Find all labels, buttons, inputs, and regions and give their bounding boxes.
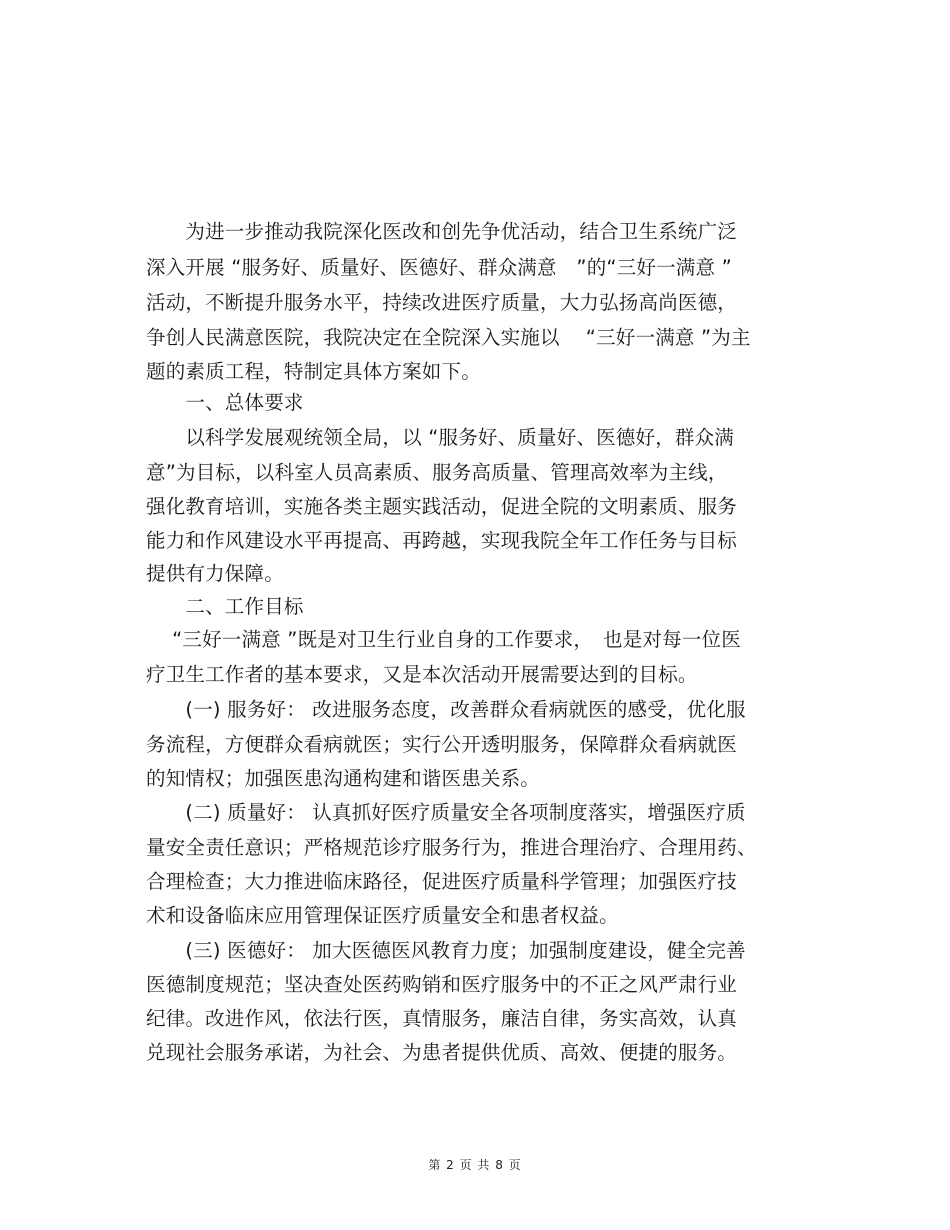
text-line: 以科学发展观统领全局，以 “服务好、质量好、医德好，群众满 (146, 426, 735, 449)
text-line: 提供有力保障。 (146, 562, 284, 585)
section-heading: 一、总体要求 (146, 391, 304, 414)
section-heading: 二、工作目标 (146, 595, 304, 618)
text-line: 纪律。改进作风，依法行医，真情服务，廉洁自律，务实高效，认真 (146, 1007, 738, 1030)
text-line: 术和设备临床应用管理保证医疗质量安全和患者权益。 (146, 904, 619, 927)
page-number-footer: 第 2 页 共 8 页 (428, 1158, 522, 1172)
text-line: 为进一步推动我院深化医改和创先争优活动，结合卫生系统广泛 (146, 220, 738, 243)
text-line: 能力和作风建设水平再提高、再跨越，实现我院全年工作任务与目标 (146, 529, 738, 552)
text-line: (三) 医德好： 加大医德医风教育力度；加强制度建设，健全完善 (146, 939, 746, 962)
text-line: 的知情权；加强医患沟通构建和谐医患关系。 (146, 767, 541, 790)
text-line: 量安全责任意识；严格规范诊疗服务行为，推进合理治疗、合理用药、 (146, 836, 757, 859)
text-line: 争创人民满意医院，我院决定在全院深入实施以 “三好一满意 ”为主 (146, 326, 751, 349)
text-line: 题的素质工程，特制定具体方案如下。 (146, 360, 481, 383)
text-line: 医德制度规范；坚决查处医药购销和医疗服务中的不正之风严肃行业 (146, 973, 738, 996)
text-line: “三好一满意 ”既是对卫生行业自身的工作要求， 也是对每一位医 (146, 628, 741, 651)
text-line: 意”为目标，以科室人员高素质、服务高质量、管理高效率为主线， (146, 461, 728, 484)
text-line: 合理检查；大力推进临床路径，促进医疗质量科学管理；加强医疗技 (146, 870, 738, 893)
text-line: 兑现社会服务承诺，为社会、为患者提供优质、高效、便捷的服务。 (146, 1041, 738, 1064)
text-line: 深入开展 “服务好、质量好、医德好、群众满意 ”的“三好一满意 ” (146, 256, 732, 279)
text-line: 活动，不断提升服务水平，持续改进医疗质量，大力弘扬高尚医德， (146, 291, 738, 314)
text-line: 务流程，方便群众看病就医；实行公开透明服务，保障群众看病就医 (146, 733, 738, 756)
text-line: 疗卫生工作者的基本要求，又是本次活动开展需要达到的目标。 (146, 663, 698, 686)
text-line: (一) 服务好： 改进服务态度，改善群众看病就医的感受，优化服 (146, 698, 746, 721)
text-line: (二) 质量好： 认真抓好医疗质量安全各项制度落实，增强医疗质 (146, 801, 746, 824)
text-line: 强化教育培训，实施各类主题实践活动，促进全院的文明素质、服务 (146, 495, 738, 518)
